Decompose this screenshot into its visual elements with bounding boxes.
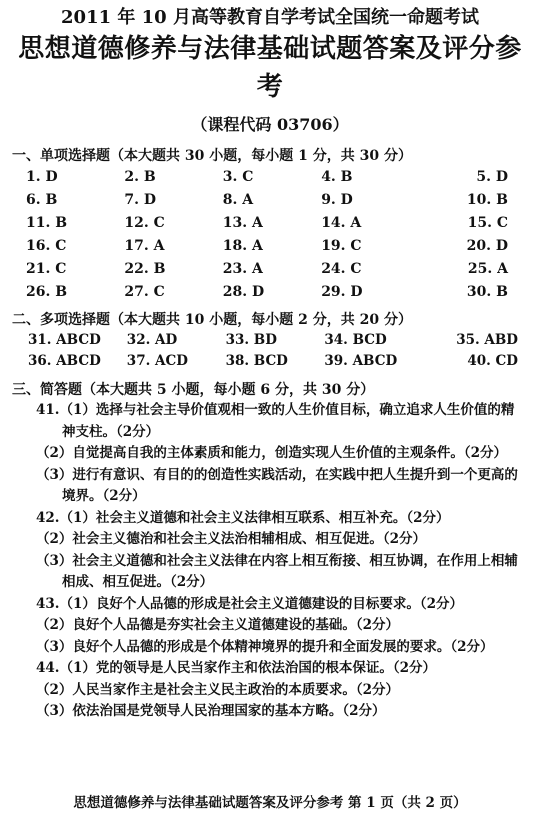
answer-item: （3）社会主义道德和社会主义法律在内容上相互衔接、相互协调，在作用上相辅相成、相互促进。（2分） xyxy=(36,552,518,590)
answer-item: （3）依法治国是党领导人民治理国家的基本方略。（2分） xyxy=(36,703,386,719)
answer-cell: 12. C xyxy=(124,215,165,231)
answer-cell: 34. BCD xyxy=(324,332,387,348)
answer-cell: 18. A xyxy=(222,238,263,254)
single-choice-answers xyxy=(12,166,528,304)
answer-cell: 17. A xyxy=(124,238,165,254)
answer-cell: 21. C xyxy=(26,261,67,277)
answer-cell: 15. C xyxy=(467,215,508,231)
section-1-heading: 一、单项选择题（本大题共 30 小题，每小题 1 分，共 30 分） xyxy=(12,148,412,164)
question-number: 41. xyxy=(36,402,60,418)
answer-item xyxy=(12,594,528,616)
answer-item: （2）自觉提高自我的主体素质和能力，创造实现人生价值的主观条件。（2分） xyxy=(36,445,508,461)
answer-cell: 33. BD xyxy=(225,332,277,348)
section-3-heading: 三、简答题（本大题共 5 小题，每小题 6 分，共 30 分） xyxy=(12,382,375,398)
answer-cell: 32. AD xyxy=(126,332,178,348)
question-number: 44. xyxy=(36,660,60,676)
question-42 xyxy=(12,508,528,594)
answer-text: （1）党的领导是人民当家作主和依法治国的根本保证。（2分） xyxy=(59,660,437,676)
answer-cell: 5. D xyxy=(476,169,508,185)
answer-text: （1）良好个人品德的形成是社会主义道德建设的目标要求。（2分） xyxy=(59,595,464,612)
answer-cell: 13. A xyxy=(222,215,263,231)
question-41 xyxy=(12,400,528,508)
answer-cell: 20. D xyxy=(466,238,508,254)
answer-cell: 2. B xyxy=(124,169,156,185)
answer-item: （3）进行有意识、有目的的创造性实践活动，在实践中把人生提升到一个更高的境界。（2分） xyxy=(36,466,518,504)
answer-cell: 19. C xyxy=(321,238,362,254)
answer-item xyxy=(12,508,528,530)
answer-cell: 25. A xyxy=(467,261,508,277)
answer-cell: 27. C xyxy=(124,284,165,300)
answer-cell: 28. D xyxy=(222,284,265,300)
answer-cell: 31. ABCD xyxy=(28,332,101,348)
answer-cell: 35. ABD xyxy=(456,332,518,348)
multiple-choice-answers xyxy=(12,330,528,372)
answer-cell: 11. B xyxy=(26,215,68,231)
answer-cell: 3. C xyxy=(222,169,254,185)
answer-cell: 23. A xyxy=(222,261,263,277)
answer-item xyxy=(12,400,528,443)
answer-item: （3）良好个人品德的形成是个体精神境界的提升和全面发展的要求。（2分） xyxy=(36,638,494,655)
answer-cell: 30. B xyxy=(466,284,508,300)
answer-item xyxy=(12,658,528,680)
question-44 xyxy=(12,658,528,723)
answer-cell: 22. B xyxy=(124,261,166,277)
answer-cell: 7. D xyxy=(124,192,157,208)
answer-text: （1）选择与社会主导价值观相一致的人生价值目标，确立追求人生价值的精神支柱。（2分） xyxy=(59,402,515,440)
answer-cell: 16. C xyxy=(26,238,67,254)
question-number: 43. xyxy=(36,595,60,612)
answer-cell: 38. BCD xyxy=(225,353,288,369)
answer-cell: 6. B xyxy=(26,192,58,208)
question-43 xyxy=(12,594,528,659)
answer-item: （2）人民当家作主是社会主义民主政治的本质要求。（2分） xyxy=(36,681,400,698)
answer-item: （2）社会主义德治和社会主义法治相辅相成、相互促进。（2分） xyxy=(36,531,427,547)
answer-cell: 26. B xyxy=(26,284,68,300)
answer-item: （2）良好个人品德是夯实社会主义道德建设的基础。（2分） xyxy=(36,617,400,633)
answer-cell: 8. A xyxy=(222,192,254,208)
answer-cell: 39. ABCD xyxy=(324,353,398,369)
answer-cell: 10. B xyxy=(466,192,508,208)
answer-cell: 24. C xyxy=(321,261,362,277)
answer-cell: 14. A xyxy=(321,215,362,231)
answer-cell: 4. B xyxy=(321,169,353,185)
answer-cell: 1. D xyxy=(26,169,58,185)
section-2-heading: 二、多项选择题（本大题共 10 小题，每小题 2 分，共 20 分） xyxy=(12,312,412,328)
answer-text: （1）社会主义道德和社会主义法律相互联系、相互补充。（2分） xyxy=(59,509,450,526)
question-number: 42. xyxy=(36,509,60,526)
course-code: （课程代码 03706） xyxy=(191,115,349,134)
page-title: 思想道德修养与法律基础试题答案及评分参考 xyxy=(18,34,522,102)
answer-cell: 29. D xyxy=(321,284,363,300)
page-footer: 思想道德修养与法律基础试题答案及评分参考 第 1 页（共 2 页） xyxy=(73,795,467,811)
exam-session-line: 2011 年 10 月高等教育自学考试全国统一命题考试 xyxy=(61,7,479,28)
answer-cell: 40. CD xyxy=(467,353,518,369)
answer-cell: 9. D xyxy=(321,192,353,208)
answer-cell: 36. ABCD xyxy=(28,353,101,369)
answer-cell: 37. ACD xyxy=(126,353,188,369)
